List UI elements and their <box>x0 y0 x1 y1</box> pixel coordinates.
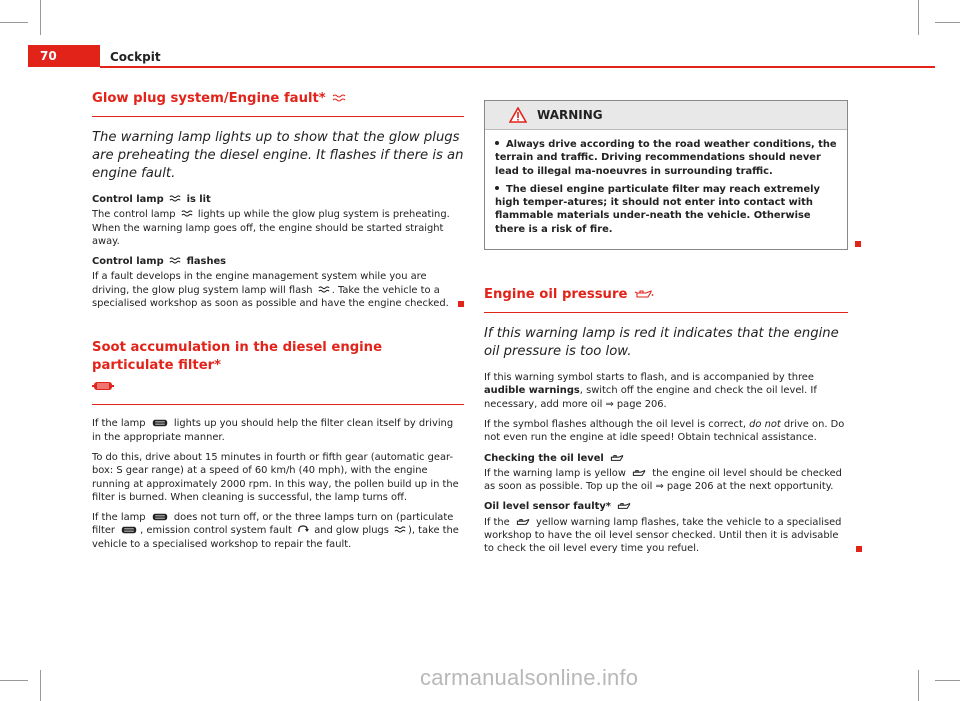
glow-plug-icon <box>394 525 406 534</box>
glow-para-1 <box>92 208 464 248</box>
text: yellow warning lamp flashes, take the vehicle to a specialised workshop to have the oil level sensor checked. Until then it is advisable to check the oil level every time you refuel. <box>484 516 842 555</box>
chapter-title: Cockpit <box>110 50 161 64</box>
text: audible warnings <box>484 385 580 397</box>
header-rule <box>100 66 935 68</box>
section-end-mark <box>855 241 861 247</box>
glow-plug-title: Glow plug system/Engine fault* <box>92 91 326 106</box>
glow-plug-icon <box>181 209 193 218</box>
crop-mark <box>935 22 960 23</box>
crop-mark <box>40 0 41 35</box>
oil-can-icon <box>616 502 632 510</box>
text: . Take the vehicle to a specialised workshop as soon as possible and have the engine checked. <box>92 284 449 310</box>
oil-para-3 <box>484 467 848 494</box>
oil-can-icon <box>609 454 625 462</box>
warning-box <box>484 100 848 250</box>
warning-header <box>485 101 847 130</box>
section-end-mark <box>856 546 862 552</box>
crop-mark <box>935 680 960 681</box>
oil-pressure-heading <box>484 286 848 313</box>
glow-sub-lit-suffix: is lit <box>186 194 211 205</box>
text: lights up you should help the filter clean itself by driving in the appropriate manner. <box>92 418 454 443</box>
text: ), take the vehicle to a specialised workshop to repair the fault. <box>92 525 459 550</box>
text: Oil level sensor faulty* <box>484 501 611 513</box>
glow-sub-flash <box>92 255 464 268</box>
text: If a fault develops in the engine management system while you are driving, the glow plug system lamp will flash <box>92 271 427 296</box>
soot-para-2: To do this, drive about 15 minutes in fourth or fifth gear (automatic gear-box: S gear range) at a speed of 60 km/h (40 mph), with the engine running at approximately 2000 rpm. In this way, the pollen build up in the filter is burned. When cleaning is successful, the lamp turns off. <box>92 451 459 503</box>
right-column <box>484 100 848 563</box>
glow-plug-lead: The warning lamp lights up to show that the glow plugs are preheating the diesel engine. It flashes if there is an engine fault. <box>92 130 464 181</box>
section-end-mark <box>458 301 464 307</box>
text: the engine oil level should be checked as soon as possible. Top up the oil ⇒ page 206 at the next opportunity. <box>484 467 842 493</box>
text: drive on. Do not even run the engine at idle speed! Obtain technical assistance. <box>484 418 845 444</box>
glow-para-2 <box>92 270 464 310</box>
crop-mark <box>0 680 28 681</box>
text: If the lamp <box>92 512 146 524</box>
text: lights up while the glow plug system is preheating. When the warning lamp goes off, the engine should be started straight away. <box>92 209 450 247</box>
text: Checking the oil level <box>484 452 604 464</box>
text: do not <box>749 418 781 430</box>
text: The diesel engine particulate filter may reach extremely high temper-atures; it should not enter into contact with flammable materials under-neath the vehicle. Otherwise there is a risk of fire. <box>495 183 820 235</box>
oil-can-icon <box>631 469 647 477</box>
particulate-filter-icon <box>120 526 138 534</box>
warning-title: WARNING <box>537 108 603 122</box>
oil-pressure-title: Engine oil pressure <box>484 287 628 303</box>
text: , emission control system fault <box>140 525 292 537</box>
text: , switch off the engine and check the oil level. If necessary, add more oil ⇒ page 206. <box>484 385 817 410</box>
oil-para-1 <box>484 371 848 411</box>
oil-can-icon <box>515 518 531 526</box>
soot-heading <box>92 339 464 405</box>
text: If the lamp <box>92 418 146 430</box>
glow-plug-icon <box>169 194 181 203</box>
text: does not turn off, or the three lamps turn on (particulate filter <box>92 512 454 537</box>
soot-para-1 <box>92 417 464 444</box>
oil-para-2 <box>484 418 848 445</box>
soot-title: Soot accumulation in the diesel engine particulate filter* <box>92 340 383 374</box>
warning-triangle-icon <box>509 107 527 123</box>
page-number: 70 <box>28 45 100 67</box>
particulate-filter-icon <box>92 381 114 391</box>
emission-control-icon <box>297 524 309 534</box>
warning-item <box>495 183 837 236</box>
soot-para-3 <box>92 511 464 551</box>
glow-sub-flash-label: Control lamp <box>92 256 164 268</box>
particulate-filter-icon <box>151 419 169 427</box>
text: and glow plugs <box>314 525 389 537</box>
crop-mark <box>40 670 41 701</box>
warning-item <box>495 138 837 178</box>
glow-sub-lit-label: Control lamp <box>92 194 164 205</box>
text: Always drive according to the road weather conditions, the terrain and traffic. Driving recommendations should never lead to illegal ma-noeuvres in surrounding traffic. <box>495 139 837 177</box>
glow-plug-heading <box>92 90 464 117</box>
warning-body <box>485 130 847 249</box>
text: The control lamp <box>92 209 176 221</box>
oil-lead: If this warning lamp is red it indicates that the engine oil pressure is too low. <box>484 326 839 360</box>
oil-sub-check <box>484 452 848 465</box>
crop-mark <box>918 0 919 35</box>
glow-plug-icon <box>169 256 181 265</box>
oil-para-4 <box>484 516 848 556</box>
bullet <box>495 141 499 145</box>
bullet <box>495 186 499 190</box>
text: If the warning lamp is yellow <box>484 467 626 479</box>
oil-can-icon <box>634 289 654 299</box>
glow-plug-icon <box>332 93 346 103</box>
text: If the symbol flashes although the oil level is correct, <box>484 418 746 430</box>
glow-sub-flash-suffix: flashes <box>186 256 227 268</box>
text: If the <box>484 516 510 528</box>
particulate-filter-icon <box>151 513 169 521</box>
crop-mark <box>918 670 919 701</box>
crop-mark <box>0 22 28 23</box>
text: If this warning symbol starts to flash, and is accompanied by three <box>484 372 814 384</box>
glow-plug-icon <box>318 285 330 294</box>
oil-sub-sensor <box>484 500 848 513</box>
watermark: carmanualsonline.info <box>420 665 639 690</box>
glow-sub-lit <box>92 193 464 206</box>
left-column <box>92 90 464 558</box>
